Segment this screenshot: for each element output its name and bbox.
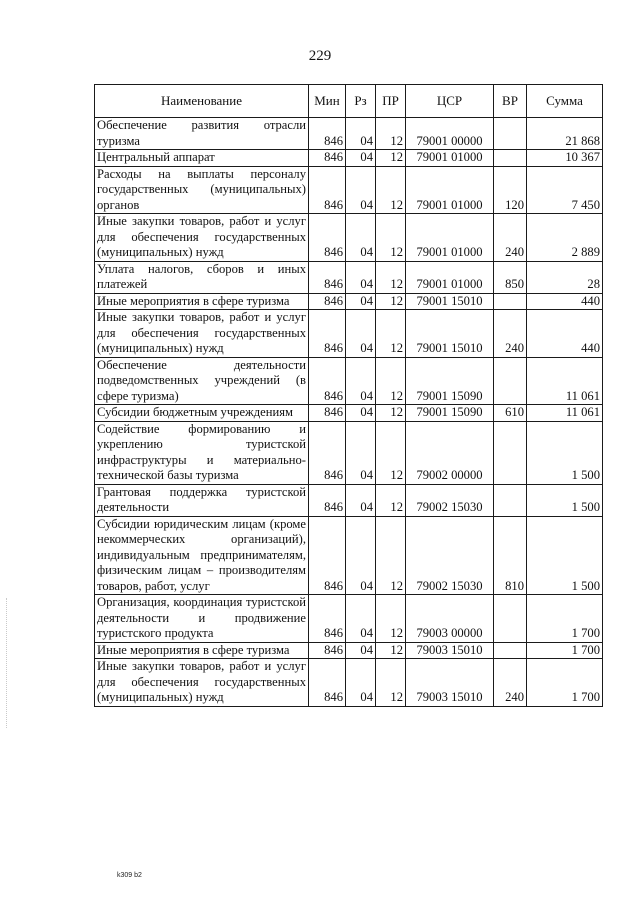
- cell-pr: 12: [376, 595, 406, 643]
- cell-rz: 04: [346, 642, 376, 659]
- table-row: [95, 642, 603, 659]
- cell-rz: 04: [346, 405, 376, 422]
- cell-pr: 12: [376, 405, 406, 422]
- cell-min: 846: [309, 659, 346, 707]
- cell-rz: 04: [346, 118, 376, 150]
- cell-csr: 79003 15010: [406, 659, 494, 707]
- table-row: [95, 150, 603, 167]
- cell-vr: [494, 595, 527, 643]
- cell-min: 846: [309, 118, 346, 150]
- header-name: Наименование: [95, 85, 309, 118]
- cell-sum: 10 367: [527, 150, 603, 167]
- cell-min: 846: [309, 166, 346, 214]
- cell-name: Субсидии бюджетным учреждениям: [95, 405, 309, 422]
- cell-pr: 12: [376, 118, 406, 150]
- table-row: [95, 166, 603, 214]
- table-row: [95, 421, 603, 484]
- cell-csr: 79001 15090: [406, 405, 494, 422]
- cell-sum: 1 700: [527, 642, 603, 659]
- cell-csr: 79001 15090: [406, 357, 494, 405]
- cell-name: Иные закупки товаров, работ и услуг для обеспечения государственных (муниципальных) нужд: [95, 659, 309, 707]
- cell-pr: 12: [376, 261, 406, 293]
- cell-rz: 04: [346, 659, 376, 707]
- cell-min: 846: [309, 421, 346, 484]
- table-row: [95, 659, 603, 707]
- cell-name: Организация, координация туристской деятельности и продвижение туристского продукта: [95, 595, 309, 643]
- margin-dotted-marks: [6, 598, 9, 728]
- table-row: [95, 516, 603, 595]
- cell-vr: [494, 118, 527, 150]
- cell-pr: 12: [376, 357, 406, 405]
- cell-rz: 04: [346, 261, 376, 293]
- cell-name: Обеспечение деятельности подведомственных учреждений (в сфере туризма): [95, 357, 309, 405]
- cell-pr: 12: [376, 659, 406, 707]
- cell-pr: 12: [376, 166, 406, 214]
- cell-csr: 79001 15010: [406, 310, 494, 358]
- cell-name: Расходы на выплаты персоналу государственных (муниципальных) органов: [95, 166, 309, 214]
- cell-sum: 28: [527, 261, 603, 293]
- table-row: [95, 405, 603, 422]
- cell-csr: 79003 00000: [406, 595, 494, 643]
- cell-vr: [494, 484, 527, 516]
- cell-vr: [494, 293, 527, 310]
- cell-sum: 21 868: [527, 118, 603, 150]
- cell-name: Уплата налогов, сборов и иных платежей: [95, 261, 309, 293]
- cell-pr: 12: [376, 214, 406, 262]
- footer-code: k309 b2: [117, 872, 142, 879]
- cell-sum: 1 500: [527, 484, 603, 516]
- cell-rz: 04: [346, 357, 376, 405]
- cell-pr: 12: [376, 150, 406, 167]
- cell-vr: [494, 642, 527, 659]
- cell-name: Содействие формированию и укреплению туристской инфраструктуры и материально-технической базы туризма: [95, 421, 309, 484]
- cell-sum: 2 889: [527, 214, 603, 262]
- cell-vr: [494, 421, 527, 484]
- cell-pr: 12: [376, 421, 406, 484]
- cell-pr: 12: [376, 293, 406, 310]
- cell-name: Обеспечение развития отрасли туризма: [95, 118, 309, 150]
- table-row: [95, 484, 603, 516]
- cell-name: Центральный аппарат: [95, 150, 309, 167]
- cell-vr: 810: [494, 516, 527, 595]
- table-row: [95, 214, 603, 262]
- cell-min: 846: [309, 150, 346, 167]
- cell-pr: 12: [376, 642, 406, 659]
- header-rz: Рз: [346, 85, 376, 118]
- cell-name: Иные мероприятия в сфере туризма: [95, 642, 309, 659]
- header-min: Мин: [309, 85, 346, 118]
- header-pr: ПР: [376, 85, 406, 118]
- cell-name: Субсидии юридическим лицам (кроме некоммерческих организаций), индивидуальным предпринимателям, физическим лицам – производителям товаров, работ, услуг: [95, 516, 309, 595]
- cell-min: 846: [309, 595, 346, 643]
- cell-csr: 79003 15010: [406, 642, 494, 659]
- cell-rz: 04: [346, 293, 376, 310]
- cell-rz: 04: [346, 595, 376, 643]
- cell-sum: 7 450: [527, 166, 603, 214]
- cell-rz: 04: [346, 150, 376, 167]
- cell-min: 846: [309, 516, 346, 595]
- cell-vr: 240: [494, 214, 527, 262]
- cell-min: 846: [309, 214, 346, 262]
- table-body: [95, 118, 603, 707]
- cell-sum: 440: [527, 293, 603, 310]
- cell-pr: 12: [376, 484, 406, 516]
- header-sum: Сумма: [527, 85, 603, 118]
- cell-min: 846: [309, 293, 346, 310]
- cell-sum: 1 700: [527, 659, 603, 707]
- header-row: [95, 85, 603, 118]
- cell-sum: 1 500: [527, 516, 603, 595]
- cell-name: Иные мероприятия в сфере туризма: [95, 293, 309, 310]
- table-row: [95, 293, 603, 310]
- cell-rz: 04: [346, 166, 376, 214]
- table-row: [95, 310, 603, 358]
- table-row: [95, 595, 603, 643]
- cell-csr: 79001 00000: [406, 118, 494, 150]
- cell-min: 846: [309, 642, 346, 659]
- cell-min: 846: [309, 261, 346, 293]
- cell-vr: 610: [494, 405, 527, 422]
- cell-min: 846: [309, 310, 346, 358]
- budget-table: [94, 84, 603, 707]
- cell-vr: [494, 150, 527, 167]
- cell-vr: 240: [494, 659, 527, 707]
- header-vr: ВР: [494, 85, 527, 118]
- table-header: [95, 85, 603, 118]
- cell-sum: 11 061: [527, 357, 603, 405]
- cell-rz: 04: [346, 421, 376, 484]
- table-row: [95, 118, 603, 150]
- cell-rz: 04: [346, 214, 376, 262]
- cell-sum: 440: [527, 310, 603, 358]
- cell-vr: 120: [494, 166, 527, 214]
- cell-csr: 79002 15030: [406, 484, 494, 516]
- cell-csr: 79002 15030: [406, 516, 494, 595]
- cell-min: 846: [309, 405, 346, 422]
- cell-csr: 79001 01000: [406, 150, 494, 167]
- table-row: [95, 261, 603, 293]
- cell-sum: 1 500: [527, 421, 603, 484]
- cell-pr: 12: [376, 310, 406, 358]
- cell-min: 846: [309, 357, 346, 405]
- cell-rz: 04: [346, 516, 376, 595]
- cell-rz: 04: [346, 310, 376, 358]
- cell-csr: 79001 01000: [406, 261, 494, 293]
- cell-vr: [494, 357, 527, 405]
- cell-csr: 79001 01000: [406, 166, 494, 214]
- cell-name: Иные закупки товаров, работ и услуг для обеспечения государственных (муниципальных) нужд: [95, 310, 309, 358]
- cell-csr: 79002 00000: [406, 421, 494, 484]
- cell-name: Грантовая поддержка туристской деятельности: [95, 484, 309, 516]
- cell-rz: 04: [346, 484, 376, 516]
- header-csr: ЦСР: [406, 85, 494, 118]
- cell-vr: 240: [494, 310, 527, 358]
- cell-csr: 79001 01000: [406, 214, 494, 262]
- cell-min: 846: [309, 484, 346, 516]
- cell-csr: 79001 15010: [406, 293, 494, 310]
- cell-sum: 11 061: [527, 405, 603, 422]
- cell-name: Иные закупки товаров, работ и услуг для обеспечения государственных (муниципальных) нужд: [95, 214, 309, 262]
- cell-pr: 12: [376, 516, 406, 595]
- cell-vr: 850: [494, 261, 527, 293]
- cell-sum: 1 700: [527, 595, 603, 643]
- page-number: 229: [308, 48, 332, 64]
- table-row: [95, 357, 603, 405]
